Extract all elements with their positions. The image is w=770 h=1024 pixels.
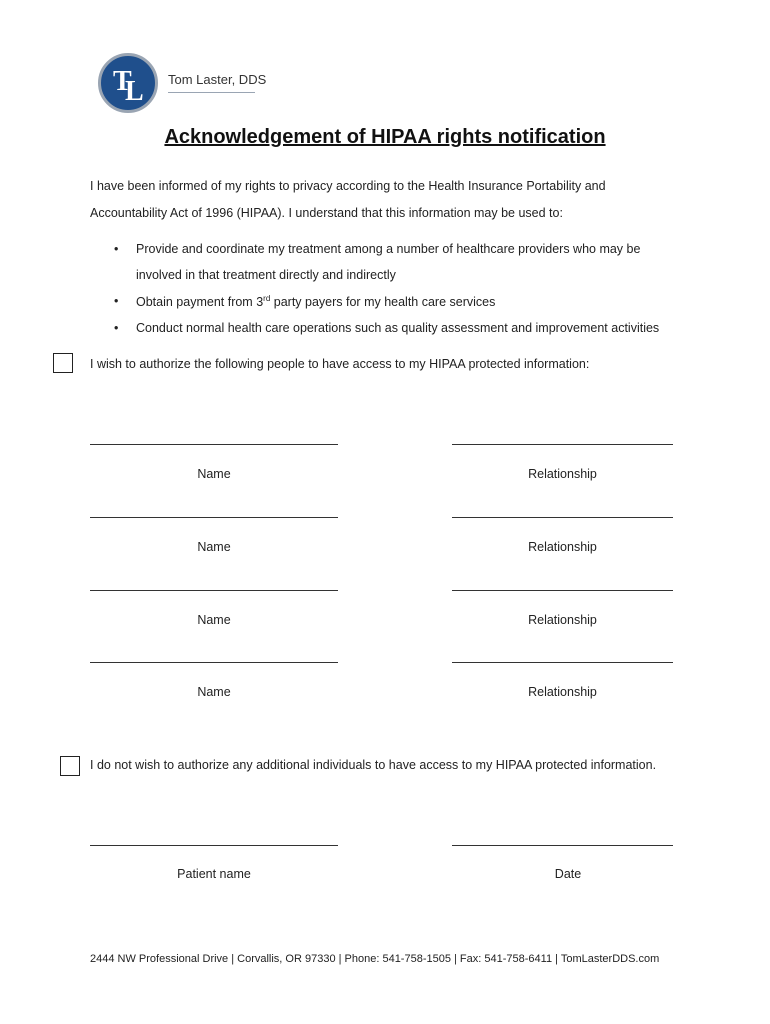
relationship-line-3[interactable] xyxy=(452,590,673,591)
date-label: Date xyxy=(554,867,582,881)
patient-name-line[interactable] xyxy=(90,845,338,846)
footer-contact: 2444 NW Professional Drive | Corvallis, OR 97330 | Phone: 541-758-1505 | Fax: 541-758-6411 | TomLasterDDS.com xyxy=(90,953,660,965)
svg-text:L: L xyxy=(125,76,144,107)
date-line[interactable] xyxy=(452,845,673,846)
relationship-line-1[interactable] xyxy=(452,444,673,445)
name-label-2: Name xyxy=(197,540,231,554)
bullet-3-text: Conduct normal health care operations such as quality assessment and improvement activities xyxy=(136,321,660,335)
relationship-label-4: Relationship xyxy=(528,685,597,699)
relationship-line-2[interactable] xyxy=(452,517,673,518)
name-line-3[interactable] xyxy=(90,590,338,591)
name-label-3: Name xyxy=(197,613,231,627)
bullet-2-text: Obtain payment from 3rd party payers for my health care services xyxy=(136,294,496,310)
logo-monogram-icon xyxy=(101,56,155,110)
relationship-label-1: Relationship xyxy=(528,467,597,481)
svg-text:T: T xyxy=(113,66,132,97)
decline-checkbox[interactable] xyxy=(60,756,80,776)
authorize-checkbox[interactable] xyxy=(53,353,73,373)
patient-name-label: Patient name xyxy=(177,867,251,881)
relationship-line-4[interactable] xyxy=(452,662,673,663)
relationship-label-3: Relationship xyxy=(528,613,597,627)
decline-text: I do not wish to authorize any additional individuals to have access to my HIPAA protected information. xyxy=(90,758,657,772)
bullet-1-line-1: Provide and coordinate my treatment among a number of healthcare providers who may be xyxy=(136,242,641,256)
name-line-4[interactable] xyxy=(90,662,338,663)
name-line-2[interactable] xyxy=(90,517,338,518)
authorize-text: I wish to authorize the following people to have access to my HIPAA protected information: xyxy=(90,357,590,371)
bullet-1-line-2: involved in that treatment directly and indirectly xyxy=(136,268,396,282)
practice-name: Tom Laster, DDS xyxy=(168,72,267,87)
name-line-1[interactable] xyxy=(90,444,338,445)
practice-name-rule xyxy=(168,92,255,93)
name-label-1: Name xyxy=(197,467,231,481)
bullet-marker: • xyxy=(114,321,119,335)
intro-line-2: Accountability Act of 1996 (HIPAA). I understand that this information may be used to: xyxy=(90,206,563,220)
bullet-marker: • xyxy=(114,294,119,308)
practice-logo xyxy=(98,53,158,113)
document-title: Acknowledgement of HIPAA rights notification xyxy=(164,126,606,148)
name-label-4: Name xyxy=(197,685,231,699)
intro-line-1: I have been informed of my rights to privacy according to the Health Insurance Portability and xyxy=(90,179,606,193)
bullet-marker: • xyxy=(114,242,119,256)
relationship-label-2: Relationship xyxy=(528,540,597,554)
